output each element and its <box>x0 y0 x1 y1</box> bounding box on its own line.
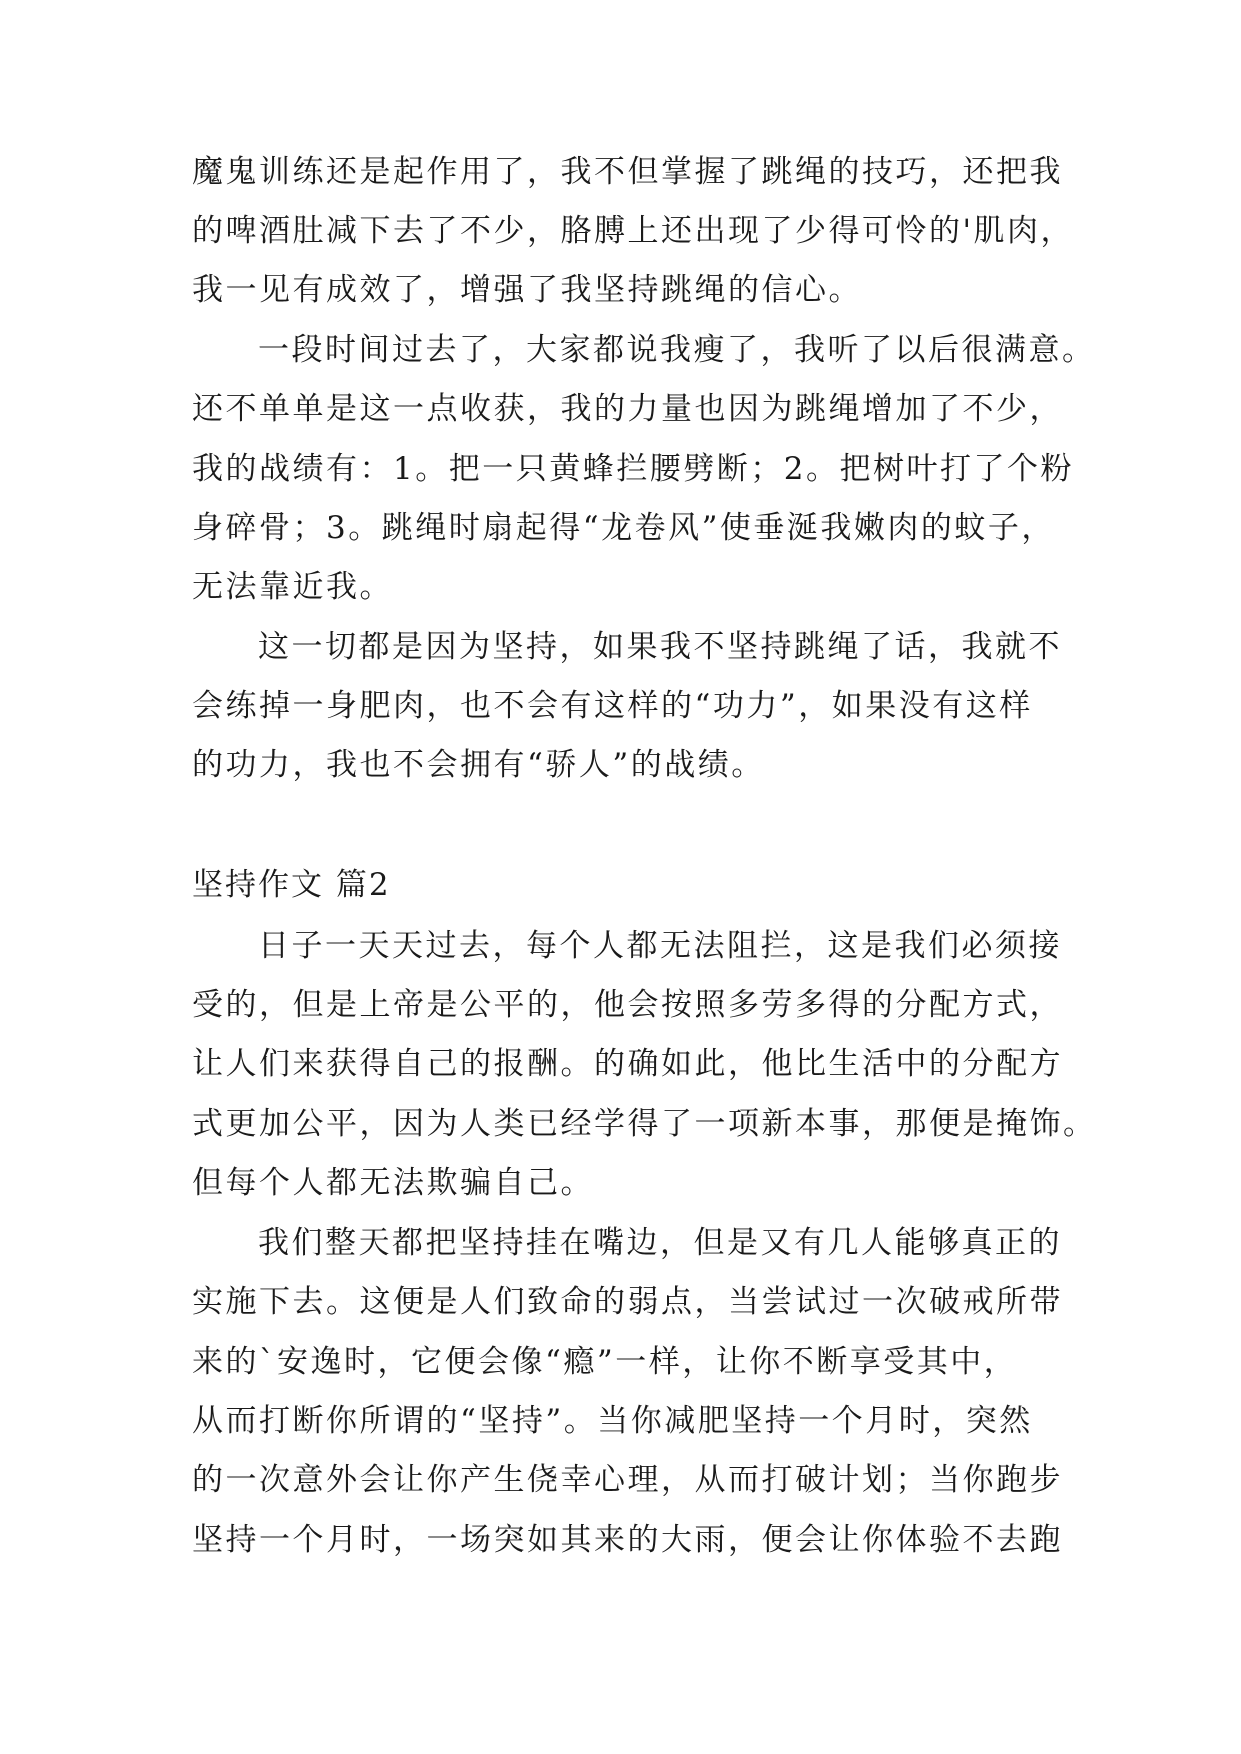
paragraph-line: 无法靠近我。 <box>192 569 393 605</box>
paragraph-line: 身碎骨；3。跳绳时扇起得“龙卷风”使垂涎我嫩肉的蚊子， <box>192 510 1055 546</box>
paragraph-line: 让人们来获得自己的报酬。的确如此，他比生活中的分配方 <box>192 1046 1063 1082</box>
paragraph-line: 会练掉一身肥肉，也不会有这样的“功力”，如果没有这样 <box>192 688 1033 724</box>
paragraph-line: 从而打断你所谓的“坚持”。当你减肥坚持一个月时，突然 <box>192 1403 1033 1439</box>
paragraph-line: 坚持一个月时，一场突如其来的大雨，便会让你体验不去跑 <box>192 1522 1063 1558</box>
paragraph-line: 还不单单是这一点收获，我的力量也因为跳绳增加了不少， <box>192 391 1063 427</box>
section-heading: 坚持作文 篇2 <box>192 867 391 903</box>
paragraph-line: 来的`安逸时，它便会像“瘾”一样，让你不断享受其中， <box>192 1344 1018 1380</box>
paragraph-line: 一段时间过去了，大家都说我瘦了，我听了以后很满意。 <box>258 332 1096 368</box>
paragraph-line: 日子一天天过去，每个人都无法阻拦，这是我们必须接 <box>258 928 1062 964</box>
paragraph-line: 式更加公平，因为人类已经学得了一项新本事，那便是掩饰。 <box>192 1106 1097 1142</box>
paragraph-line: 实施下去。这便是人们致命的弱点，当尝试过一次破戒所带 <box>192 1284 1063 1320</box>
paragraph-line: 魔鬼训练还是起作用了，我不但掌握了跳绳的技巧，还把我 <box>192 154 1063 190</box>
paragraph-line: 的一次意外会让你产生侥幸心理，从而打破计划；当你跑步 <box>192 1462 1063 1498</box>
paragraph-line: 我们整天都把坚持挂在嘴边，但是又有几人能够真正的 <box>258 1225 1062 1261</box>
paragraph-line: 的啤酒肚减下去了不少，胳膊上还出现了少得可怜的'肌肉， <box>192 213 1075 249</box>
paragraph-line: 这一切都是因为坚持，如果我不坚持跳绳了话，我就不 <box>258 629 1062 665</box>
paragraph-line: 我一见有成效了，增强了我坚持跳绳的信心。 <box>192 272 862 308</box>
paragraph-line: 我的战绩有：1。把一只黄蜂拦腰劈断；2。把树叶打了个粉 <box>192 451 1074 487</box>
paragraph-line: 但每个人都无法欺骗自己。 <box>192 1165 594 1201</box>
paragraph-line: 受的，但是上帝是公平的，他会按照多劳多得的分配方式， <box>192 987 1063 1023</box>
paragraph-line: 的功力，我也不会拥有“骄人”的战绩。 <box>192 747 765 783</box>
